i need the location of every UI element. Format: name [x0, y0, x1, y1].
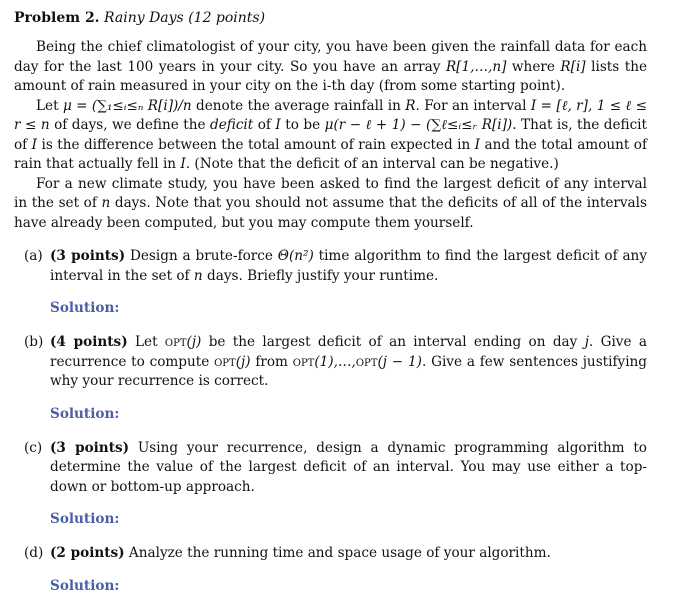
problem-parts [14, 247, 647, 594]
math-var: I [275, 117, 281, 133]
math-complexity: Θ(n²) [277, 248, 314, 264]
math-arg: (j) [235, 353, 251, 370]
part-letter: (a) [24, 248, 43, 264]
math-opt: opt [214, 353, 236, 370]
text-run: lists the amount of rain measured in your city on the i-th day (from some starting point). [14, 58, 648, 94]
part-text [50, 544, 647, 564]
math-arg: (j − 1) [377, 353, 422, 370]
part-letter: (d) [24, 545, 44, 561]
part-c [24, 439, 647, 498]
text-run: where [506, 58, 561, 75]
text-run: Let [36, 97, 63, 114]
math-var: I [180, 156, 186, 172]
problem-label: Problem 2. [14, 10, 100, 26]
problem-title [14, 8, 647, 28]
text-run: from [250, 353, 293, 370]
text-run: is the difference between the total amount of rain expected in [37, 136, 475, 153]
solution-label-b: Solution: [50, 405, 120, 422]
text-run: Being the chief climatologist of your city, you have been given the rainfall data for each day for the last 100 years in your city. So you have an array [14, 39, 647, 75]
math-var: I [474, 136, 481, 153]
math-mean: μ = (∑₁≤ᵢ≤ₙ R[i])/n [62, 97, 192, 114]
solution-label-d: Solution: [50, 577, 120, 594]
math-array: R[1,…,n] [445, 58, 507, 75]
math-opt: opt [292, 353, 315, 370]
text-run: . That is, the deficit of [14, 117, 647, 153]
math-opt: opt [355, 353, 378, 370]
part-b [24, 333, 647, 392]
points-label: (2 points) [50, 545, 125, 561]
math-arg: (1),…, [314, 353, 356, 370]
math-var: j [584, 334, 589, 350]
text-run: of days, we define the [49, 117, 210, 133]
text-run: For a new climate study, you have been asked to find the largest deficit of any interval in the set of [14, 175, 647, 211]
part-letter: (b) [24, 334, 44, 350]
math-opt: opt [164, 334, 187, 350]
text-run: denote the average rainfall in [191, 97, 406, 114]
text-run: time algorithm to find the largest deficit of any interval in the set of [50, 248, 647, 284]
solution-label-a: Solution: [50, 300, 120, 316]
math-var: R [405, 97, 416, 114]
text-run: . For an interval [415, 97, 531, 114]
text-run: . (Note that the deficit of an interval can be negative.) [185, 156, 559, 172]
text-run: be the largest deficit of an interval ending on day [201, 334, 585, 350]
math-arg: (j) [186, 334, 202, 350]
text-run: to be [280, 117, 325, 133]
term-deficit: deficit [210, 117, 254, 133]
math-element: R[i] [560, 58, 586, 75]
text-run: days. Note that you should not assume that the deficits of all of the intervals have already been computed, but you may compute them yourself. [14, 195, 647, 231]
text-run: Analyze the running time and space usage of your algorithm. [124, 545, 551, 561]
text-run: . Give a recurrence to compute [50, 334, 647, 370]
math-var: n [101, 195, 111, 211]
part-d [24, 544, 647, 564]
problem-name: Rainy Days (12 points) [104, 10, 266, 26]
text-run: . Give a few sentences justifying why your recurrence is correct. [50, 353, 647, 389]
text-run: days. Briefly justify your runtime. [202, 267, 439, 284]
points-label: (4 points) [50, 334, 128, 350]
part-text [50, 247, 647, 286]
intro-paragraph-3 [14, 175, 647, 234]
text-run: Design a brute-force [125, 248, 278, 264]
math-var: n [193, 267, 203, 284]
math-deficit-formula: μ(r − ℓ + 1) − (∑ℓ≤ᵢ≤ᵣ R[i]) [324, 117, 513, 133]
text-run: of [253, 117, 276, 133]
part-a [24, 247, 647, 286]
solution-label-c: Solution: [50, 511, 120, 527]
part-letter: (c) [24, 439, 43, 456]
text-run: Let [127, 334, 165, 350]
math-var: I [31, 136, 38, 153]
intro-paragraph-2 [14, 97, 647, 175]
intro-paragraph-1 [14, 38, 647, 97]
math-interval: I = [ℓ, r], 1 ≤ ℓ ≤ r ≤ n [14, 97, 648, 133]
text-run: and the total amount of rain that actually fell in [14, 136, 648, 172]
text-run: Using your recurrence, design a dynamic programming algorithm to determine the value of the largest deficit of an interval. You may use either a top-down or bottom-up approach. [50, 439, 647, 495]
part-text [50, 439, 647, 498]
points-label: (3 points) [50, 248, 126, 264]
part-text [50, 333, 647, 392]
points-label: (3 points) [50, 439, 130, 456]
